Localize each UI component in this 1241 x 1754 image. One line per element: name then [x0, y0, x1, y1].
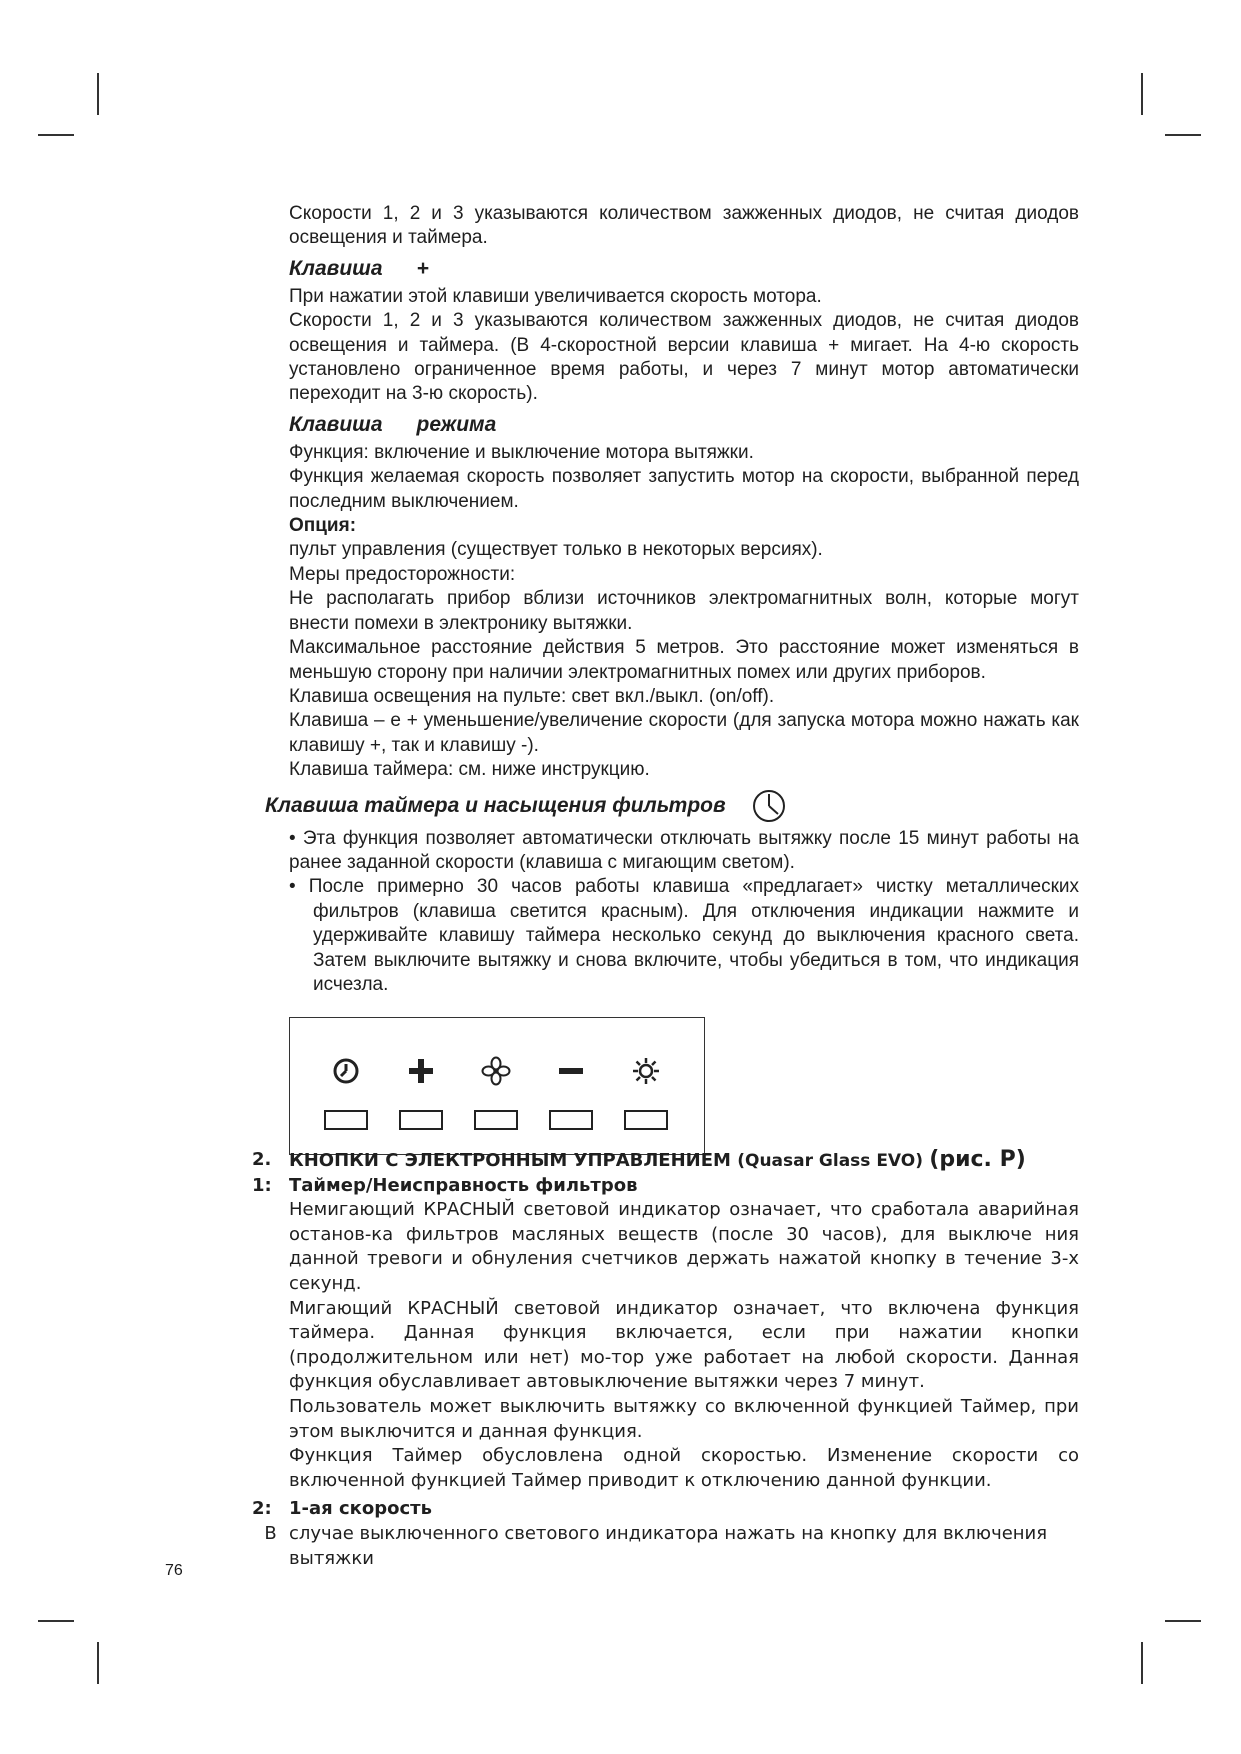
- option-label: Опция:: [289, 515, 357, 537]
- plus-button[interactable]: [399, 1110, 443, 1130]
- fan-icon: [476, 1054, 516, 1088]
- light-icon: [626, 1054, 666, 1088]
- light-button[interactable]: [624, 1110, 668, 1130]
- crop-mark: [1141, 1642, 1143, 1684]
- timer-key-heading: Клавиша таймера и насыщения фильтров: [265, 789, 1079, 823]
- crop-mark: [1165, 1620, 1201, 1622]
- control-panel-figure: [289, 1017, 705, 1155]
- clock-icon: [752, 789, 786, 823]
- crop-mark: [97, 73, 99, 115]
- mode-key-p1: Функция: включение и выключение мотора вытяжки.: [289, 441, 754, 463]
- mode-key-p4: Меры предосторожности:: [289, 563, 516, 585]
- item-2-body: В случае выключенного светового индикатора нажать на кнопку для включения вытяжки: [264, 1522, 1048, 1569]
- mode-key-p7: Клавиша освещения на пульте: свет вкл./выкл. (on/off).: [289, 685, 775, 707]
- fan-button[interactable]: [474, 1110, 518, 1130]
- item-1-heading: 1: Таймер/Неисправность фильтров: [252, 1174, 638, 1196]
- mode-key-p6: Максимальное расстояние действия 5 метров. Это расстояние может изменяться в меньшую сторону при наличии электромагнитных помех или других приборов.: [289, 637, 1079, 683]
- mode-key-p9: Клавиша таймера: см. ниже инструкцию.: [289, 759, 650, 781]
- timer-bullet-2: • После примерно 30 часов работы клавиша «предлагает» чистку металлических фильтров (клавиша светится красным). Для отключения индикации нажмите и удерживайте клавишу таймера несколько секунд до выключения красного света. Затем выключите вытяжку и снова включите, чтобы убедиться в том, что индикация исчезла.: [289, 876, 1079, 995]
- timer-button[interactable]: [324, 1110, 368, 1130]
- timer-icon: [326, 1054, 366, 1088]
- item-1-p1: Немигающий КРАСНЫЙ световой индикатор означает, что сработала аварийная останов-ка фильтров масляных веществ (после 30 часов), для выключе ния данной тревоги и обнуления счетчиков держать нажатой кнопку в течение 3-х секунд.: [289, 1199, 1079, 1294]
- crop-mark: [1141, 73, 1143, 115]
- item-1-p2: Мигающий КРАСНЫЙ световой индикатор означает, что включена функция таймера. Данная функция включается, если при нажатии кнопки (продолжительном или нет) мо-тор уже работает на любой скорости. Данная функция обуславливает автовыключение вытяжки через 7 минут.: [289, 1297, 1079, 1393]
- mode-key-p2: Функция желаемая скорость позволяет запустить мотор на скорости, выбранной перед последним выключением.: [289, 466, 1079, 512]
- plus-key-p2: Скорости 1, 2 и 3 указываются количеством зажженных диодов, не считая диодов освещения и таймера. (В 4-скоростной версии клавиша + мигает. На 4-ю скорость установлено ограниченное время работы, и через 7 минут мотор автоматически переходит на 3-ю скорость).: [289, 310, 1079, 405]
- mode-key-heading: Клавиша режима: [289, 412, 497, 436]
- intro-text: Скорости 1, 2 и 3 указываются количеством зажженных диодов, не считая диодов освещения и таймера.: [289, 203, 1079, 249]
- item-1-p3: Пользователь может выключить вытяжку со включенной функцией Таймер, при этом выключится и данная функция.: [289, 1395, 1079, 1442]
- crop-mark: [1165, 134, 1201, 136]
- section-2-heading: 2. КНОПКИ С ЭЛЕКТРОННЫМ УПРАВЛЕНИЕМ (Quasar Glass EVO) (рис. P): [252, 1147, 1026, 1172]
- timer-bullet-1: • Эта функция позволяет автоматически отключать вытяжку после 15 минут работы на ранее заданной скорости (клавиша с мигающим светом).: [289, 827, 1079, 873]
- mode-key-p3: пульт управления (существует только в некоторых версиях).: [289, 539, 823, 561]
- item-1-p4: Функция Таймер обусловлена одной скоростью. Изменение скорости со включенной функцией Таймер приводит к отключению данной функции.: [289, 1445, 1079, 1491]
- page-number: 76: [165, 1562, 183, 1579]
- crop-mark: [38, 1620, 74, 1622]
- main-column: [265, 202, 1079, 1155]
- item-2-heading: 2: 1-ая скорость: [252, 1498, 432, 1520]
- plus-symbol: +: [416, 256, 429, 280]
- plus-icon: [401, 1054, 441, 1088]
- crop-mark: [38, 134, 74, 136]
- mode-key-p8: Клавиша – е + уменьшение/увеличение скорости (для запуска мотора можно нажать как клавишу +, так и клавишу -).: [289, 710, 1079, 756]
- crop-mark: [97, 1642, 99, 1684]
- mode-key-p5: Не располагать прибор вблизи источников электромагнитных волн, которые могут внести помехи в электронику вытяжки.: [289, 588, 1079, 634]
- minus-button[interactable]: [549, 1110, 593, 1130]
- minus-icon: [551, 1054, 591, 1088]
- section-2: [252, 1148, 1079, 1571]
- item-1-body: [289, 1198, 1079, 1493]
- plus-key-p1: При нажатии этой клавиши увеличивается скорость мотора.: [289, 285, 822, 307]
- plus-key-heading: Клавиша +: [289, 256, 429, 280]
